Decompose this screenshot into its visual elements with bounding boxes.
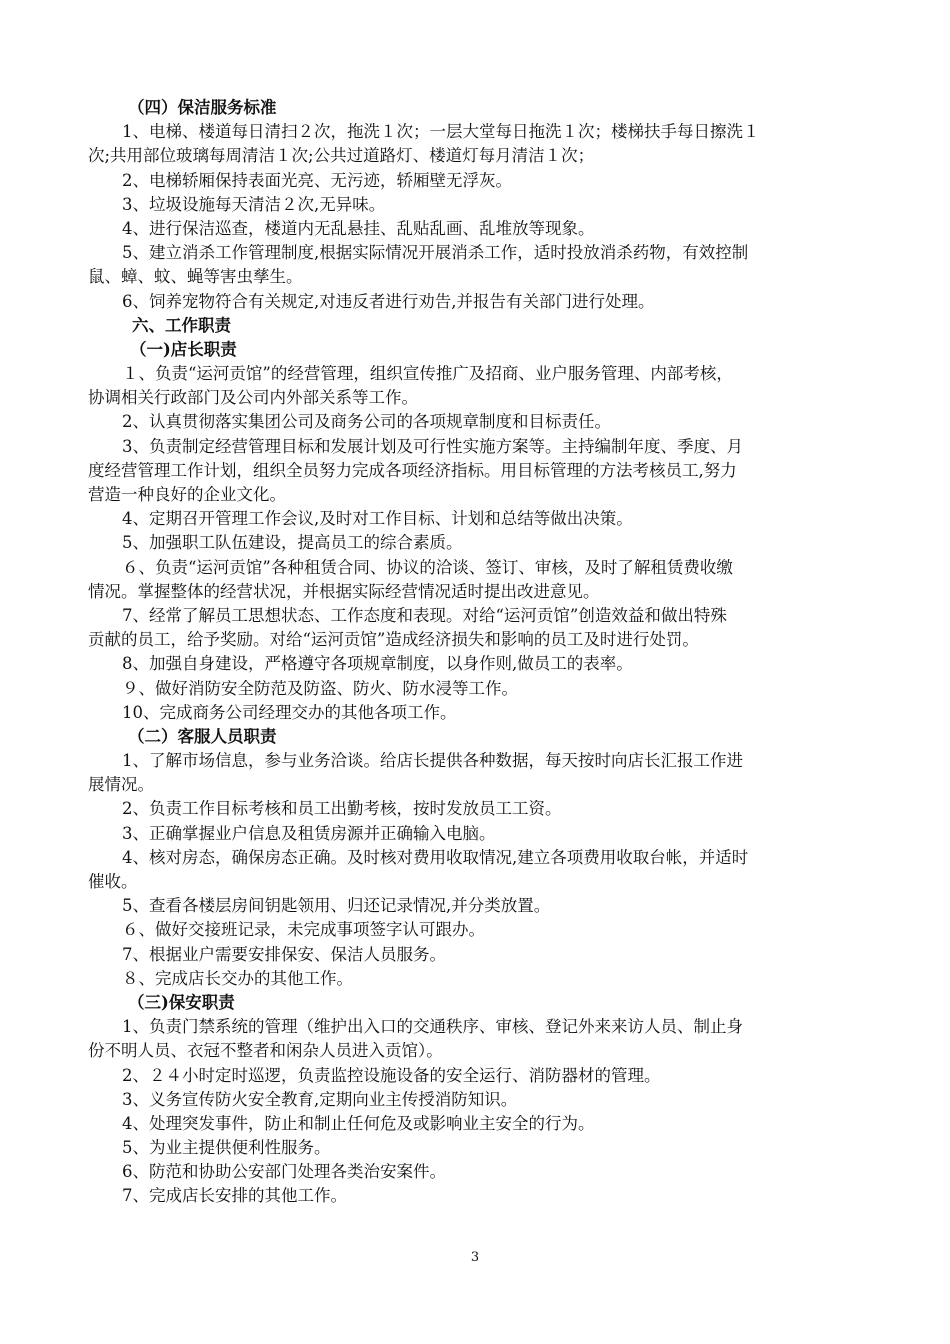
text-line: 4、定期召开管理工作会议,及时对工作目标、计划和总结等做出决策。 bbox=[122, 509, 633, 529]
text-line: ９、做好消防安全防范及防盗、防火、防水浸等工作。 bbox=[122, 678, 518, 698]
text-line: 4、进行保洁巡查，楼道内无乱悬挂、乱贴乱画、乱堆放等现象。 bbox=[122, 218, 595, 238]
text-line: ６、负责“运河贡馆”各种租赁合同、协议的洽谈、签订、审核，及时了解租赁费收缴 bbox=[122, 557, 733, 577]
section-heading: （一)店长职责 bbox=[130, 339, 237, 359]
text-line: 2、２４小时定时巡逻，负责监控设施设备的安全运行、消防器材的管理。 bbox=[122, 1065, 661, 1085]
text-line: 营造一种良好的企业文化。 bbox=[88, 485, 286, 504]
text-line: 10、完成商务公司经理交办的其他各项工作。 bbox=[122, 702, 457, 722]
text-line: ６、做好交接班记录，未完成事项签字认可跟办。 bbox=[122, 920, 485, 940]
text-line: 1、了解市场信息，参与业务洽谈。给店长提供各种数据，每天按时向店长汇报工作进 bbox=[122, 751, 743, 771]
text-line: 情况。掌握整体的经营状况，并根据实际经营情况适时提出改进意见。 bbox=[88, 581, 600, 601]
document-body bbox=[88, 96, 862, 1209]
section-heading: （四）保洁服务标准 bbox=[128, 98, 277, 117]
text-line: 鼠、蟑、蚊、蝇等害虫孳生。 bbox=[88, 267, 303, 287]
text-line: 5、为业主提供便利性服务。 bbox=[122, 1138, 331, 1158]
text-line: 5、查看各楼层房间钥匙领用、归还记录情况,并分类放置。 bbox=[122, 896, 551, 916]
section-heading: 六、工作职责 bbox=[132, 315, 231, 335]
text-line: 1、负责门禁系统的管理（维护出入口的交通秩序、审核、登记外来来访人员、制止身 bbox=[122, 1017, 743, 1037]
text-line: 份不明人员、衣冠不整者和闲杂人员进入贡馆）。 bbox=[88, 1041, 443, 1061]
text-line: 5、加强职工队伍建设，提高员工的综合素质。 bbox=[122, 533, 463, 553]
text-line: 贡献的员工，给予奖励。对给“运河贡馆”造成经济损失和影响的员工及时进行处罚。 bbox=[88, 630, 699, 650]
text-line: 3、义务宣传防火安全教育,定期向业主传授消防知识。 bbox=[122, 1089, 518, 1109]
text-line: 7、根据业户需要安排保安、保洁人员服务。 bbox=[122, 944, 446, 964]
text-line: 展情况。 bbox=[88, 775, 154, 795]
text-line: 协调相关行政部门及公司内外部关系等工作。 bbox=[88, 388, 418, 408]
text-line: 度经营管理工作计划，组织全员努力完成各项经济指标。用目标管理的方法考核员工,努力 bbox=[88, 460, 737, 480]
text-line: 7、经常了解员工思想状态、工作态度和表现。对给“运河贡馆”创造效益和做出特殊 bbox=[122, 605, 727, 625]
page-number: 3 bbox=[470, 1250, 480, 1265]
text-line: 8、加强自身建设，严格遵守各项规章制度，以身作则,做员工的表率。 bbox=[122, 654, 633, 674]
text-line: 6、防范和协助公安部门处理各类治安案件。 bbox=[122, 1162, 446, 1182]
text-line: 5、建立消杀工作管理制度,根据实际情况开展消杀工作，适时投放消杀药物，有效控制 bbox=[122, 243, 749, 263]
text-line: １、负责“运河贡馆”的经营管理，组织宣传推广及招商、业户服务管理、内部考核， bbox=[122, 364, 733, 384]
text-line: 1、电梯、楼道每日清扫２次，拖洗１次；一层大堂每日拖洗１次；楼梯扶手每日擦洗１ bbox=[122, 122, 760, 142]
text-line: ８、完成店长交办的其他工作。 bbox=[122, 968, 353, 988]
text-line: 3、正确掌握业户信息及租赁房源并正确输入电脑。 bbox=[122, 823, 496, 843]
text-line: 4、核对房态，确保房态正确。及时核对费用收取情况,建立各项费用收取台帐，并适时 bbox=[122, 847, 749, 867]
text-line: 2、电梯轿厢保持表面光亮、无污迹，轿厢壁无浮灰。 bbox=[122, 170, 512, 190]
text-line: 3、垃圾设施每天清洁２次,无异味。 bbox=[122, 194, 386, 214]
text-line: 3、负责制定经营管理目标和发展计划及可行性实施方案等。主持编制年度、季度、月 bbox=[122, 436, 743, 456]
text-line: 6、饲养宠物符合有关规定,对违反者进行劝告,并报告有关部门进行处理。 bbox=[122, 291, 655, 311]
text-line: 7、完成店长安排的其他工作。 bbox=[122, 1186, 347, 1206]
text-line: 2、负责工作目标考核和员工出勤考核，按时发放员工工资。 bbox=[122, 799, 562, 819]
section-heading: （二）客服人员职责 bbox=[128, 726, 277, 746]
text-line: 2、认真贯彻落实集团公司及商务公司的各项规章制度和目标责任。 bbox=[122, 412, 611, 432]
text-line: 4、处理突发事件，防止和制止任何危及或影响业主安全的行为。 bbox=[122, 1113, 595, 1133]
text-line: 催收。 bbox=[88, 872, 138, 891]
section-heading: （三)保安职责 bbox=[128, 992, 235, 1012]
text-line: 次;共用部位玻璃每周清洁１次;公共过道路灯、楼道灯每月清洁１次； bbox=[88, 146, 595, 166]
